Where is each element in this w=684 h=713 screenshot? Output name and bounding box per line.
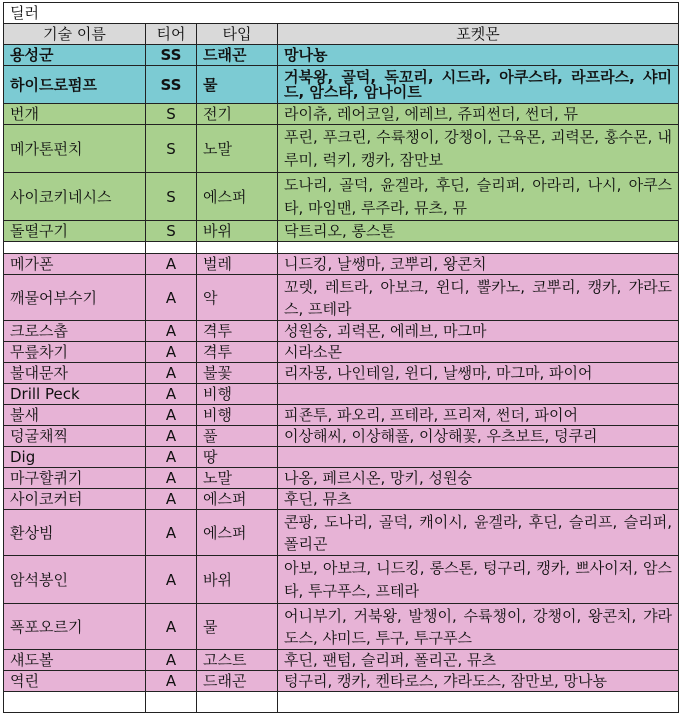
type-value: 노말	[197, 125, 278, 173]
skill-name: 무릎차기	[4, 342, 146, 363]
skill-name: 불새	[4, 405, 146, 426]
type-value: 드래곤	[197, 45, 278, 66]
pokemon-list: 라이츄, 레어코일, 에레브, 쥬피썬더, 썬더, 뮤	[278, 104, 679, 125]
tier-value: S	[146, 125, 197, 173]
pokemon-list: 거북왕, 골덕, 독꼬리, 시드라, 아쿠스타, 라프라스, 샤미드, 암스타, 암나이트	[278, 66, 679, 104]
type-value: 노말	[197, 468, 278, 489]
table-row	[4, 173, 679, 221]
pokemon-list: 니드킹, 날쌩마, 코뿌리, 왕콘치	[278, 254, 679, 275]
pokemon-list: 콘팡, 도나리, 골덕, 캐이시, 윤겔라, 후딘, 슬리프, 슬리퍼, 폴리곤	[278, 510, 679, 556]
table-row	[4, 342, 679, 363]
type-value: 땅	[197, 447, 278, 468]
table-row	[4, 405, 679, 426]
table-row	[4, 489, 679, 510]
pokemon-list: 도나리, 골덕, 윤겔라, 후딘, 슬리퍼, 아라리, 나시, 아쿠스타, 마임맨, 루주라, 뮤츠, 뮤	[278, 173, 679, 221]
dealer-tier-table	[3, 2, 679, 713]
skill-name: 역린	[4, 671, 146, 692]
tier-value: A	[146, 384, 197, 405]
tier-value: A	[146, 363, 197, 384]
skill-name: 용성군	[4, 45, 146, 66]
tier-value: A	[146, 342, 197, 363]
skill-name: 메가폰	[4, 254, 146, 275]
tier-value: A	[146, 426, 197, 447]
spacer-row	[4, 242, 679, 254]
pokemon-list: 나옹, 페르시온, 망키, 성원숭	[278, 468, 679, 489]
type-value: 풀	[197, 426, 278, 447]
skill-name: 깨물어부수기	[4, 275, 146, 321]
tier-value: SS	[146, 66, 197, 104]
type-value: 물	[197, 604, 278, 650]
skill-name: 메가톤펀치	[4, 125, 146, 173]
skill-name: 사이코키네시스	[4, 173, 146, 221]
skill-name: 돌떨구기	[4, 221, 146, 242]
table-row	[4, 45, 679, 66]
skill-name: 마구할퀴기	[4, 468, 146, 489]
table-row	[4, 104, 679, 125]
skill-name: 환상빔	[4, 510, 146, 556]
table-row	[4, 221, 679, 242]
type-value: 바위	[197, 556, 278, 604]
type-value: 드래곤	[197, 671, 278, 692]
tier-value: A	[146, 254, 197, 275]
table-row	[4, 125, 679, 173]
tier-value: A	[146, 447, 197, 468]
tier-value: A	[146, 275, 197, 321]
type-value: 불꽃	[197, 363, 278, 384]
table-row	[4, 321, 679, 342]
skill-name: Dig	[4, 447, 146, 468]
tier-value: A	[146, 556, 197, 604]
header-pokemon: 포켓몬	[278, 24, 679, 45]
type-value: 비행	[197, 384, 278, 405]
type-value: 고스트	[197, 650, 278, 671]
type-value: 격투	[197, 321, 278, 342]
pokemon-list: 리자몽, 나인테일, 윈디, 날쌩마, 마그마, 파이어	[278, 363, 679, 384]
tier-value: A	[146, 468, 197, 489]
tier-table	[3, 2, 679, 713]
table-row	[4, 426, 679, 447]
skill-name: 덩굴채찍	[4, 426, 146, 447]
pokemon-list	[278, 447, 679, 468]
table-row	[4, 556, 679, 604]
skill-name: 크로스촙	[4, 321, 146, 342]
pokemon-list: 후딘, 뮤츠	[278, 489, 679, 510]
table-row	[4, 384, 679, 405]
type-value: 에스퍼	[197, 489, 278, 510]
skill-name: 하이드로펌프	[4, 66, 146, 104]
type-value: 에스퍼	[197, 510, 278, 556]
tier-value: S	[146, 104, 197, 125]
type-value: 바위	[197, 221, 278, 242]
type-value: 비행	[197, 405, 278, 426]
type-value: 에스퍼	[197, 173, 278, 221]
table-row	[4, 650, 679, 671]
pokemon-list: 성원숭, 괴력몬, 에레브, 마그마	[278, 321, 679, 342]
pokemon-list: 시라소몬	[278, 342, 679, 363]
tier-value: A	[146, 405, 197, 426]
skill-name: 사이코커터	[4, 489, 146, 510]
type-value: 벌레	[197, 254, 278, 275]
pokemon-list	[278, 384, 679, 405]
table-row	[4, 275, 679, 321]
skill-name: 암석봉인	[4, 556, 146, 604]
skill-name: 섀도볼	[4, 650, 146, 671]
table-row	[4, 66, 679, 104]
tier-value: SS	[146, 45, 197, 66]
type-value: 물	[197, 66, 278, 104]
pokemon-list: 피죤투, 파오리, 프테라, 프리져, 썬더, 파이어	[278, 405, 679, 426]
skill-name: 폭포오르기	[4, 604, 146, 650]
tier-value: A	[146, 650, 197, 671]
tier-value: A	[146, 489, 197, 510]
type-value: 격투	[197, 342, 278, 363]
skill-name: Drill Peck	[4, 384, 146, 405]
header-type: 타입	[197, 24, 278, 45]
table-row	[4, 510, 679, 556]
pokemon-list: 아보, 아보크, 니드킹, 롱스톤, 텅구리, 캥카, 쁘사이저, 암스타, 투구푸스, 프테라	[278, 556, 679, 604]
tier-value: S	[146, 173, 197, 221]
skill-name: 번개	[4, 104, 146, 125]
tier-value: A	[146, 604, 197, 650]
pokemon-list: 후딘, 팬텀, 슬리퍼, 폴리곤, 뮤츠	[278, 650, 679, 671]
tier-value: S	[146, 221, 197, 242]
pokemon-list: 닥트리오, 롱스톤	[278, 221, 679, 242]
header-row	[4, 24, 679, 45]
pokemon-list: 텅구리, 캥카, 켄타로스, 갸라도스, 잠만보, 망나뇽	[278, 671, 679, 692]
table-row	[4, 604, 679, 650]
table-row	[4, 363, 679, 384]
type-value: 악	[197, 275, 278, 321]
table-row	[4, 468, 679, 489]
table-title: 딜러	[4, 3, 679, 24]
type-value: 전기	[197, 104, 278, 125]
pokemon-list: 푸린, 푸크린, 수륙챙이, 강챙이, 근육몬, 괴력몬, 홍수몬, 내루미, 럭키, 캥카, 잠만보	[278, 125, 679, 173]
skill-name: 불대문자	[4, 363, 146, 384]
header-tier: 티어	[146, 24, 197, 45]
pokemon-list: 망나뇽	[278, 45, 679, 66]
pokemon-list: 꼬렛, 레트라, 아보크, 윈디, 뿔카노, 코뿌리, 캥카, 갸라도스, 프테라	[278, 275, 679, 321]
table-row	[4, 254, 679, 275]
tier-value: A	[146, 671, 197, 692]
table-row	[4, 671, 679, 692]
pokemon-list: 어니부기, 거북왕, 발챙이, 수륙챙이, 강챙이, 왕콘치, 갸라도스, 샤미드, 투구, 투구푸스	[278, 604, 679, 650]
tier-value: A	[146, 321, 197, 342]
tier-value: A	[146, 510, 197, 556]
pokemon-list: 이상해씨, 이상해풀, 이상해꽃, 우츠보트, 덩쿠리	[278, 426, 679, 447]
table-row	[4, 447, 679, 468]
empty-row	[4, 692, 679, 713]
header-skill-name: 기술 이름	[4, 24, 146, 45]
